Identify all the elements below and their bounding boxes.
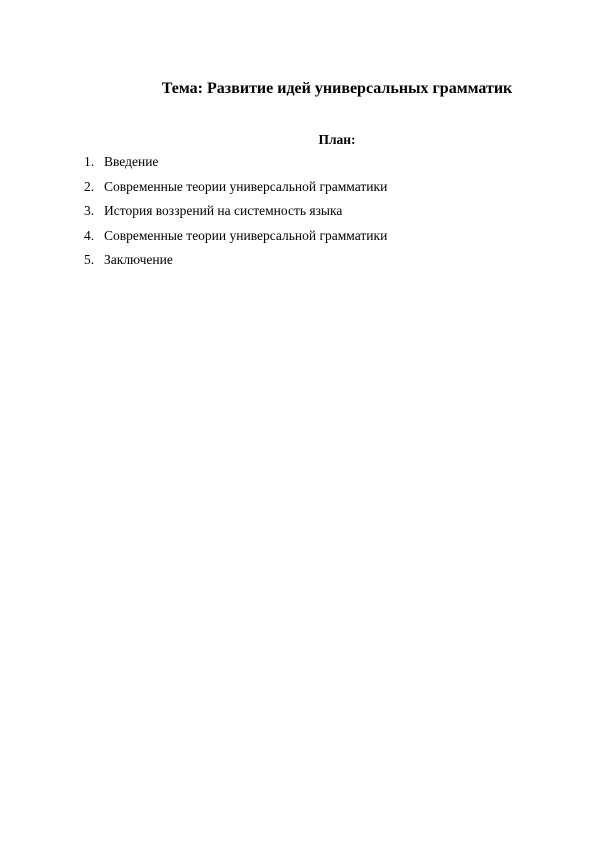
plan-heading: План: <box>318 132 356 147</box>
list-item-number: 2. <box>84 178 95 194</box>
list-item <box>84 251 387 276</box>
list-item <box>84 202 387 227</box>
list-item-text: Введение <box>104 154 159 169</box>
list-item <box>84 227 387 252</box>
list-item-text: История воззрений на системность языка <box>104 203 343 218</box>
list-item-number: 1. <box>84 154 95 169</box>
list-item <box>84 178 387 203</box>
plan-list <box>84 153 387 276</box>
list-item-number: 5. <box>84 252 95 267</box>
list-item-text: Современные теории универсальной грамматики <box>104 227 388 243</box>
list-item-text: Современные теории универсальной грамматики <box>104 178 388 194</box>
document-title: Тема: Развитие идей универсальных грамматик <box>161 80 513 97</box>
list-item-number: 4. <box>84 227 95 243</box>
list-item <box>84 153 387 178</box>
list-item-text: Заключение <box>104 252 173 267</box>
list-item-number: 3. <box>84 203 95 218</box>
